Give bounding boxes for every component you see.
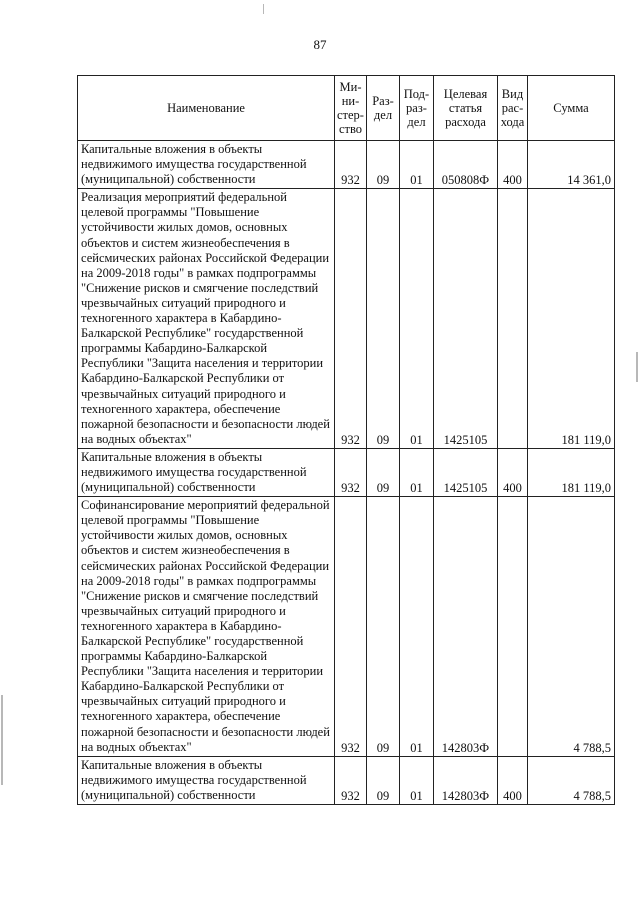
scan-mark-right (636, 352, 638, 382)
page-number: 87 (313, 37, 327, 52)
cell-name: Капитальные вложения в объекты недвижимого имущества государственной (муниципальной) собственности (78, 141, 335, 189)
cell-subsection: 01 (400, 448, 434, 496)
scan-mark-left (1, 695, 3, 785)
cell-name: Капитальные вложения в объекты недвижимого имущества государственной (муниципальной) собственности (78, 448, 335, 496)
header-target: Целевая статья расхода (434, 76, 498, 141)
cell-expense-type: 400 (498, 141, 528, 189)
cell-section: 09 (367, 756, 400, 804)
cell-target: 050808Ф (434, 141, 498, 189)
cell-expense-type: 400 (498, 756, 528, 804)
cell-sum: 4 788,5 (528, 756, 615, 804)
cell-expense-type (498, 497, 528, 757)
table-row (78, 756, 615, 804)
cell-subsection: 01 (400, 497, 434, 757)
cell-sum: 181 119,0 (528, 448, 615, 496)
header-subsection: Под-раз-дел (400, 76, 434, 141)
cell-expense-type (498, 189, 528, 449)
scan-mark-top (263, 4, 264, 14)
budget-table (77, 75, 615, 805)
cell-name: Софинансирование мероприятий федеральной целевой программы "Повышение устойчивости жилых домов, основных объектов и систем жизнеобеспечения в сейсмических районах Российской Федерации на 2009-2018 годы" в рамках подпрограммы "Снижение рисков и смягчение последствий чрезвычайных ситуаций природного и техногенного характера в Кабардино-Балкарской Республике" государственной программы Кабардино-Балкарской Республики "Защита населения и территории Кабардино-Балкарской Республики от чрезвычайных ситуаций природного и техногенного характера, обеспечение пожарной безопасности и безопасности людей на водных объектах" (78, 497, 335, 757)
cell-target: 1425105 (434, 448, 498, 496)
cell-section: 09 (367, 189, 400, 449)
cell-target: 1425105 (434, 189, 498, 449)
cell-ministry: 932 (335, 141, 367, 189)
cell-ministry: 932 (335, 189, 367, 449)
table-row (78, 497, 615, 757)
header-expense-type: Вид рас-хода (498, 76, 528, 141)
cell-section: 09 (367, 448, 400, 496)
header-section: Раз-дел (367, 76, 400, 141)
cell-target: 142803Ф (434, 497, 498, 757)
header-ministry: Ми-ни-стер-ство (335, 76, 367, 141)
cell-section: 09 (367, 497, 400, 757)
cell-name: Капитальные вложения в объекты недвижимого имущества государственной (муниципальной) собственности (78, 756, 335, 804)
cell-expense-type: 400 (498, 448, 528, 496)
table-header-row (78, 76, 615, 141)
cell-subsection: 01 (400, 141, 434, 189)
cell-subsection: 01 (400, 189, 434, 449)
cell-subsection: 01 (400, 756, 434, 804)
cell-sum: 4 788,5 (528, 497, 615, 757)
header-name: Наименование (78, 76, 335, 141)
table-row (78, 141, 615, 189)
cell-name: Реализация мероприятий федеральной целевой программы "Повышение устойчивости жилых домов, основных объектов и систем жизнеобеспечения в сейсмических районах Российской Федерации на 2009-2018 годы" в рамках подпрограммы "Снижение рисков и смягчение последствий чрезвычайных ситуаций природного и техногенного характера в Кабардино-Балкарской Республике" государственной программы Кабардино-Балкарской Республики "Защита населения и территории Кабардино-Балкарской Республики от чрезвычайных ситуаций природного и техногенного характера, обеспечение пожарной безопасности и безопасности людей на водных объектах" (78, 189, 335, 449)
table-row (78, 448, 615, 496)
cell-section: 09 (367, 141, 400, 189)
cell-ministry: 932 (335, 448, 367, 496)
cell-sum: 181 119,0 (528, 189, 615, 449)
cell-sum: 14 361,0 (528, 141, 615, 189)
table-row (78, 189, 615, 449)
cell-ministry: 932 (335, 756, 367, 804)
cell-ministry: 932 (335, 497, 367, 757)
cell-target: 142803Ф (434, 756, 498, 804)
header-sum: Сумма (528, 76, 615, 141)
